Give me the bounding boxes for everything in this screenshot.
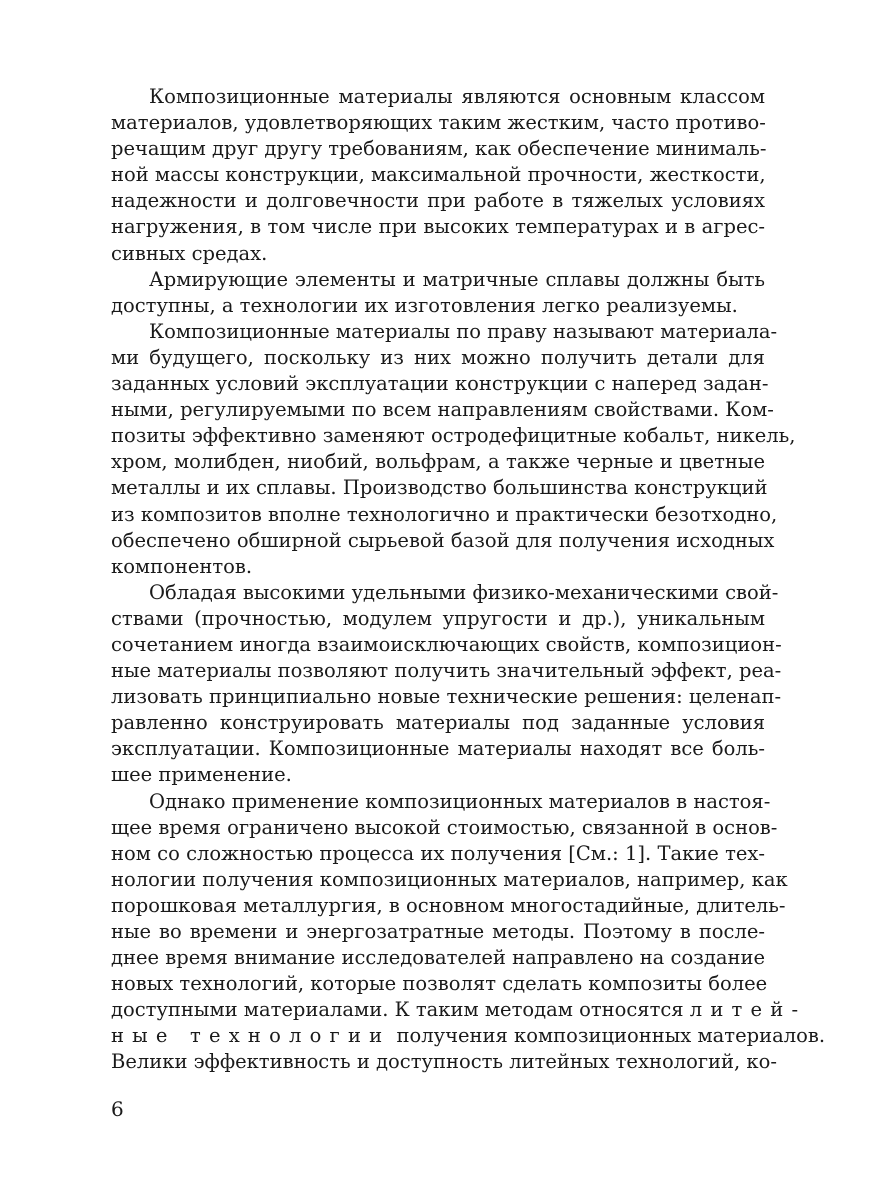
text-line: ные материалы позволяют получить значительный эффект, реа- — [111, 659, 782, 683]
text-line: лизовать принципиально новые технические решения: целенап- — [111, 685, 782, 709]
text-line: Однако применение композиционных материалов в настоя- — [149, 789, 771, 813]
text-line: нологии получения композиционных материалов, например, как — [111, 867, 788, 891]
text-line: обеспечено обширной сырьевой базой для получения исходных — [111, 528, 775, 552]
paragraph-2 — [111, 267, 765, 319]
text-line: днее время внимание исследователей направлено на создание — [111, 946, 765, 970]
paragraph-1 — [111, 84, 765, 267]
text-line: нагружения, в том числе при высоких температурах и в агрес- — [111, 215, 765, 239]
paragraph-3 — [111, 319, 796, 580]
text-line: заданных условий эксплуатации конструкции с наперед задан- — [111, 372, 769, 396]
text-line: ми будущего, поскольку из них можно получить детали для — [111, 345, 765, 369]
text-line: щее время ограничено высокой стоимостью, связанной в основ- — [111, 815, 778, 839]
text-line: доступны, а технологии их изготовления легко реализуемы. — [111, 293, 738, 317]
text-line-with-spaced-term — [111, 1023, 826, 1049]
text-line: равленно конструировать материалы под заданные условия — [111, 711, 765, 735]
text-line: ными, регулируемыми по всем направлениям свойствами. Ком- — [111, 398, 774, 422]
text-line: Обладая высокими удельными физико-механическими свой- — [149, 580, 779, 604]
text-line: новых технологий, которые позволят сделать композиты более — [111, 972, 768, 996]
paragraph-4 — [111, 580, 782, 789]
text-line: ной массы конструкции, максимальной прочности, жесткости, — [111, 163, 766, 187]
text-line: компонентов. — [111, 554, 253, 578]
page-number: 6 — [111, 1097, 124, 1121]
spaced-term: ные технологии — [111, 1024, 391, 1048]
text-line: позиты эффективно заменяют остродефицитные кобальт, никель, — [111, 424, 796, 448]
text-line: надежности и долговечности при работе в тяжелых условиях — [111, 189, 765, 213]
body-text — [111, 84, 826, 1076]
text-line: материалов, удовлетворяющих таким жестким, часто противо- — [111, 111, 766, 135]
text-line-with-spaced-term — [111, 997, 807, 1023]
line-text: получения композиционных материалов. — [396, 1024, 826, 1048]
text-line: Композиционные материалы являются основным классом — [149, 85, 765, 108]
text-line: хром, молибден, ниобий, вольфрам, а также черные и цветные — [111, 450, 765, 474]
text-line: Армирующие элементы и матричные сплавы должны быть — [149, 267, 765, 291]
text-line: ствами (прочностью, модулем упругости и др.), уникальным — [111, 606, 765, 630]
text-line: металлы и их сплавы. Производство большинства конструкций — [111, 476, 768, 500]
text-line: порошковая металлургия, в основном многостадийные, длитель- — [111, 893, 786, 917]
text-line: сивных средах. — [111, 241, 268, 265]
text-line: ные во времени и энергозатратные методы. Поэтому в после- — [111, 920, 765, 943]
line-text: доступными материалами. К таким методам относятся — [111, 998, 684, 1022]
text-line: ном со сложностью процесса их получения [См.: 1]. Такие тех- — [111, 841, 765, 865]
text-line: из композитов вполне технологично и практически безотходно, — [111, 502, 778, 526]
paragraph-5 — [111, 789, 826, 1076]
text-line: шее применение. — [111, 763, 292, 787]
spaced-term: литей- — [689, 998, 807, 1022]
text-line: Велики эффективность и доступность литейных технологий, ко- — [111, 1050, 777, 1074]
text-line: речащим друг другу требованиям, как обеспечение минималь- — [111, 137, 767, 161]
text-line: эксплуатации. Композиционные материалы находят все боль- — [111, 737, 765, 761]
text-line: сочетанием иногда взаимоисключающих свойств, композицион- — [111, 632, 782, 656]
text-line: Композиционные материалы по праву называют материала- — [149, 319, 778, 343]
